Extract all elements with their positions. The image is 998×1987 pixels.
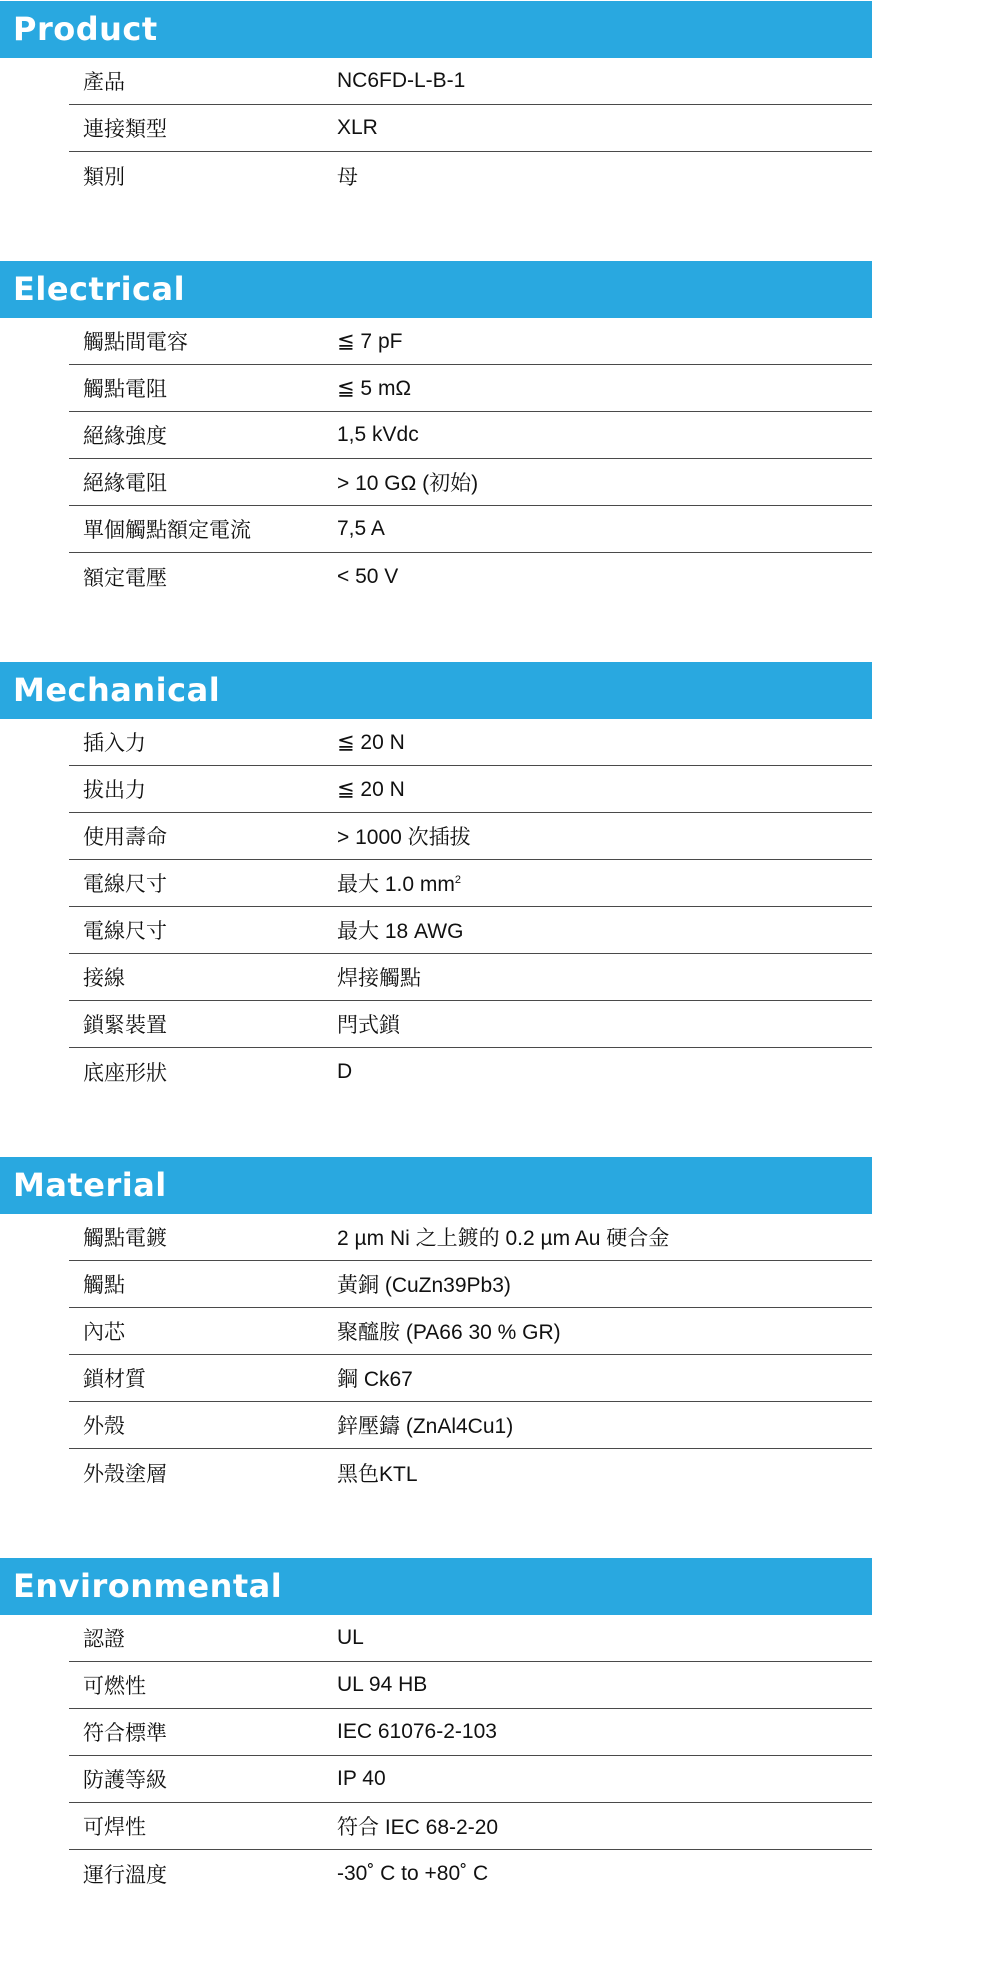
spec-value: IEC 61076-2-103: [337, 1720, 497, 1743]
spec-row: [69, 318, 872, 365]
section-mechanical: [0, 662, 998, 1095]
spec-row: [69, 152, 872, 199]
spec-label: 類別: [83, 165, 125, 189]
section-material: [0, 1157, 998, 1496]
section-title: Electrical: [0, 261, 872, 318]
spec-label: 連接類型: [83, 118, 167, 141]
spec-value: 1,5 kVdc: [337, 423, 419, 446]
section-title: Environmental: [0, 1558, 872, 1615]
spec-row: [69, 813, 872, 860]
spec-row: [69, 1850, 872, 1897]
spec-row: [69, 1449, 872, 1496]
spec-row: [69, 365, 872, 412]
spec-label: 接線: [83, 967, 125, 990]
section-environmental: [0, 1558, 998, 1897]
spec-value: 黑色KTL: [337, 1462, 418, 1486]
spec-value: D: [337, 1059, 353, 1083]
spec-value: NC6FD-L-B-1: [337, 69, 466, 92]
spec-value: UL: [337, 1626, 364, 1649]
spec-label: 額定電壓: [83, 566, 167, 590]
spec-row: [69, 506, 872, 553]
spec-value: 7,5 A: [337, 517, 385, 540]
spec-label: 鎖緊裝置: [83, 1014, 167, 1037]
spec-value: 黃銅 (CuZn39Pb3): [337, 1274, 511, 1297]
spec-row: [69, 1662, 872, 1709]
spec-label: 認證: [83, 1628, 125, 1651]
spec-row: [69, 719, 872, 766]
spec-label: 觸點電鍍: [83, 1227, 167, 1250]
spec-label: 拔出力: [83, 779, 146, 802]
spec-value: ≦ 7 pF: [337, 329, 403, 353]
spec-table: [69, 1214, 872, 1496]
section-title: Material: [0, 1157, 872, 1214]
spec-row: [69, 105, 872, 152]
spec-value: 符合 IEC 68-2-20: [337, 1816, 499, 1839]
spec-label: 絕緣電阻: [83, 472, 167, 495]
spec-row: [69, 1214, 872, 1261]
spec-value: 鋼 Ck67: [337, 1368, 413, 1391]
spec-label: 電線尺寸: [83, 920, 167, 943]
spec-value: > 10 GΩ (初始): [337, 472, 479, 495]
spec-table: [69, 318, 872, 600]
spec-label: 內芯: [83, 1321, 125, 1344]
spec-row: [69, 766, 872, 813]
spec-value: < 50 V: [337, 564, 399, 588]
spec-label: 可燃性: [83, 1675, 146, 1698]
spec-label: 可焊性: [83, 1816, 146, 1839]
spec-label: 電線尺寸: [83, 873, 167, 896]
spec-value: 聚醯胺 (PA66 30 % GR): [337, 1321, 561, 1344]
spec-value: [337, 868, 872, 898]
spec-label: 運行溫度: [83, 1863, 167, 1887]
section-title: Mechanical: [0, 662, 872, 719]
spec-label: 底座形狀: [83, 1061, 167, 1085]
spec-row: [69, 1355, 872, 1402]
spec-row: [69, 1756, 872, 1803]
spec-row: [69, 58, 872, 105]
spec-label: 觸點電阻: [83, 378, 167, 401]
spec-row: [69, 412, 872, 459]
spec-value: 2 µm Ni 之上鍍的 0.2 µm Au 硬合金: [337, 1227, 670, 1250]
spec-value: ≦ 20 N: [337, 777, 405, 801]
spec-value: XLR: [337, 116, 378, 139]
spec-value: UL 94 HB: [337, 1673, 428, 1696]
spec-row: [69, 1308, 872, 1355]
spec-label: 產品: [83, 71, 125, 94]
section-title: Product: [0, 1, 872, 58]
spec-row: [69, 907, 872, 954]
spec-row: [69, 1048, 872, 1095]
spec-row: [69, 1001, 872, 1048]
spec-label: 鎖材質: [83, 1368, 146, 1391]
spec-row: [69, 1803, 872, 1850]
spec-row: [69, 860, 872, 907]
section-product: [0, 1, 998, 199]
spec-table: [69, 58, 872, 199]
spec-table: [69, 719, 872, 1095]
spec-value: 母: [337, 165, 358, 189]
spec-value: ≦ 5 mΩ: [337, 376, 412, 400]
spec-value: ≦ 20 N: [337, 730, 405, 754]
spec-label: 外殼塗層: [83, 1462, 167, 1486]
spec-value: > 1000 次插拔: [337, 826, 471, 849]
spec-label: 單個觸點額定電流: [83, 519, 251, 542]
spec-label: 插入力: [83, 732, 146, 755]
spec-value: -30˚ C to +80˚ C: [337, 1861, 489, 1885]
spec-row: [69, 1709, 872, 1756]
spec-label: 符合標準: [83, 1722, 167, 1745]
spec-row: [69, 954, 872, 1001]
spec-table: [69, 1615, 872, 1897]
spec-value: 閂式鎖: [337, 1014, 400, 1037]
section-electrical: [0, 261, 998, 600]
spec-row: [69, 1402, 872, 1449]
spec-label: 絕緣強度: [83, 425, 167, 448]
spec-label: 外殼: [83, 1415, 125, 1438]
spec-label: 觸點: [83, 1274, 125, 1297]
superscript-exponent: 2: [454, 874, 461, 886]
spec-value-text: 最大 1.0 mm: [337, 873, 455, 896]
spec-label: 使用壽命: [83, 826, 167, 849]
spec-row: [69, 1261, 872, 1308]
spec-value: 最大 18 AWG: [337, 920, 464, 943]
spec-value: 焊接觸點: [337, 967, 421, 990]
spec-label: 防護等級: [83, 1769, 167, 1792]
spec-row: [69, 553, 872, 600]
spec-label: 觸點間電容: [83, 331, 188, 354]
spec-row: [69, 1615, 872, 1662]
spec-value: IP 40: [337, 1767, 386, 1790]
spec-value: 鋅壓鑄 (ZnAl4Cu1): [337, 1415, 514, 1438]
spec-row: [69, 459, 872, 506]
